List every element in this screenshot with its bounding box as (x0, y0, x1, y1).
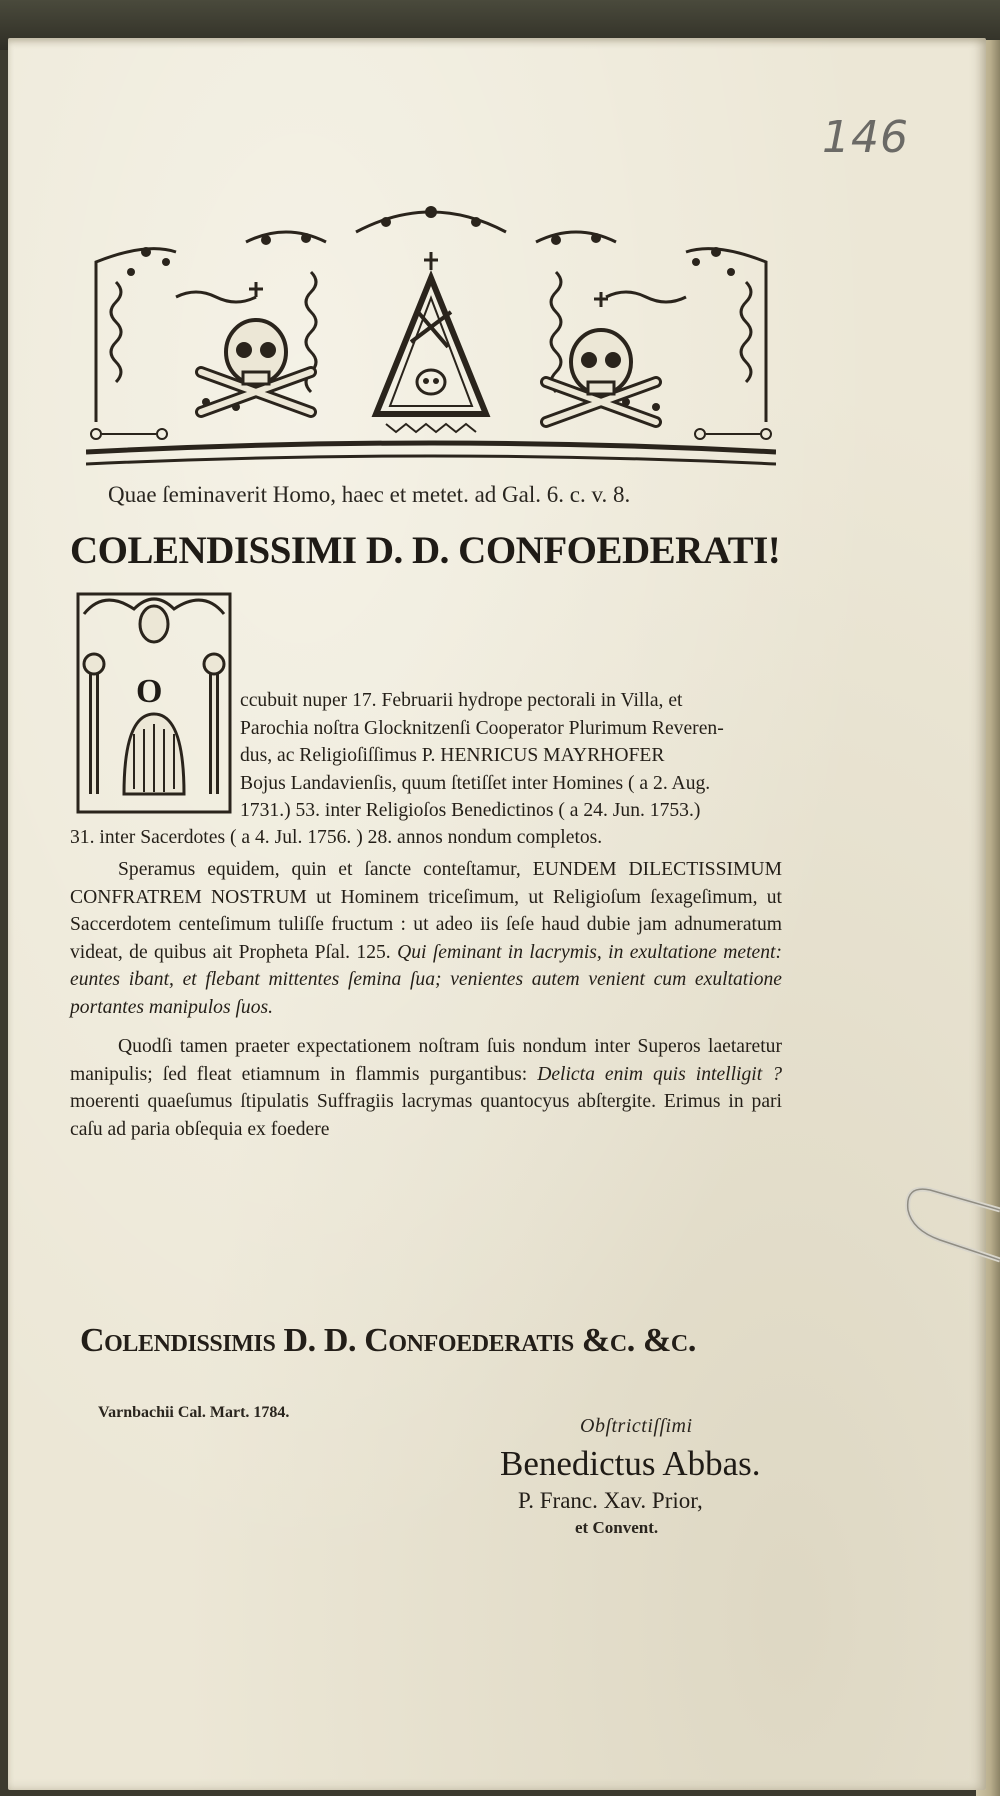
initial-letter: O (136, 673, 163, 710)
paragraph-1-line-5: 1731.) 53. inter Religioſos Benedictinos ( a 24. Jun. 1753.) (240, 800, 701, 821)
paragraph-3-text-a: Quodſi tamen praeter expectationem noſtram ſuis nondum inter Superos laetaretur manipulis; ſed fleat etiamnum in flammis purgantibus: (70, 1036, 782, 1085)
document-heading: COLENDISSIMI D. D. CONFOEDERATI! (70, 529, 781, 572)
paragraph-1-line-3: dus, ac Religioſiſſimus P. HENRICUS MAYRHOFER (240, 745, 665, 766)
place-and-date: Varnbachii Cal. Mart. 1784. (98, 1404, 290, 1421)
paragraph-1-line-2: Parochia noſtra Glocknitzenſi Cooperator Plurimum Reveren- (240, 717, 724, 739)
paragraph-2-psalm-quote: Qui ſeminant in lacrymis, in exultatione metent: euntes ibant, et flebant mittentes ſemina ſua; venientes autem venient cum exultatione portantes manipulos ſuos. (70, 941, 782, 1018)
signature-prior: P. Franc. Xav. Prior, (518, 1488, 703, 1513)
signature-obstrictissimi: Obſtrictiſſimi (580, 1415, 693, 1437)
triangle-eye-icon (376, 252, 486, 432)
skull-crossbones-icon (546, 292, 656, 422)
paragraph-2 (70, 856, 782, 1021)
paragraph-3-text-b: moerenti quaeſumus ſtipulatis Suffragiis lacrymas quantocyus abſtergite. Erimus in pari caſu ad paria obſequia ex foedere (70, 1091, 782, 1140)
paragraph-1-line-4: Bojus Landavienſis, quum ſtetiſſet inter Homines ( a 2. Aug. (240, 772, 711, 794)
folio-number: 146 (822, 112, 909, 163)
biblical-motto: Quae ſeminaverit Homo, haec et metet. ad Gal. 6. c. v. 8. (108, 482, 631, 507)
paragraph-2-text: Speramus equidem, quin et ſancte conteſtamur, EUNDEM DILECTISSIMUM CONFRATREM NOSTRUM ut Hominem triceſimum, ut Religioſum ſexageſimum, ut Saccerdotem centeſimum tuliſſe fructum : ut adeo iis ſeſe haud dubie jam adnumeratum videat, de quibus ait Propheta Pſal. 125. (70, 859, 782, 963)
paragraph-3 (70, 1033, 782, 1143)
closing-address: Colendissimis D. D. Confoederatis &c. &c. (80, 1322, 696, 1359)
ornamental-initial-icon (74, 584, 234, 816)
paragraph-1 (240, 687, 780, 825)
paragraph-3-quote: Delicta enim quis intelligit ? (537, 1063, 782, 1085)
skull-crossbones-icon (201, 282, 311, 412)
memento-mori-ornament (86, 202, 776, 476)
signature-abbot: Benedictus Abbas. (500, 1444, 761, 1483)
paragraph-1-line-1: ccubuit nuper 17. Februarii hydrope pectorali in Villa, et (240, 690, 683, 711)
paragraph-1-last-line: 31. inter Sacerdotes ( a 4. Jul. 1756. ) 28. annos nondum completos. (70, 827, 603, 848)
paperclip-icon (900, 1180, 1000, 1310)
signature-convent: et Convent. (575, 1518, 659, 1537)
